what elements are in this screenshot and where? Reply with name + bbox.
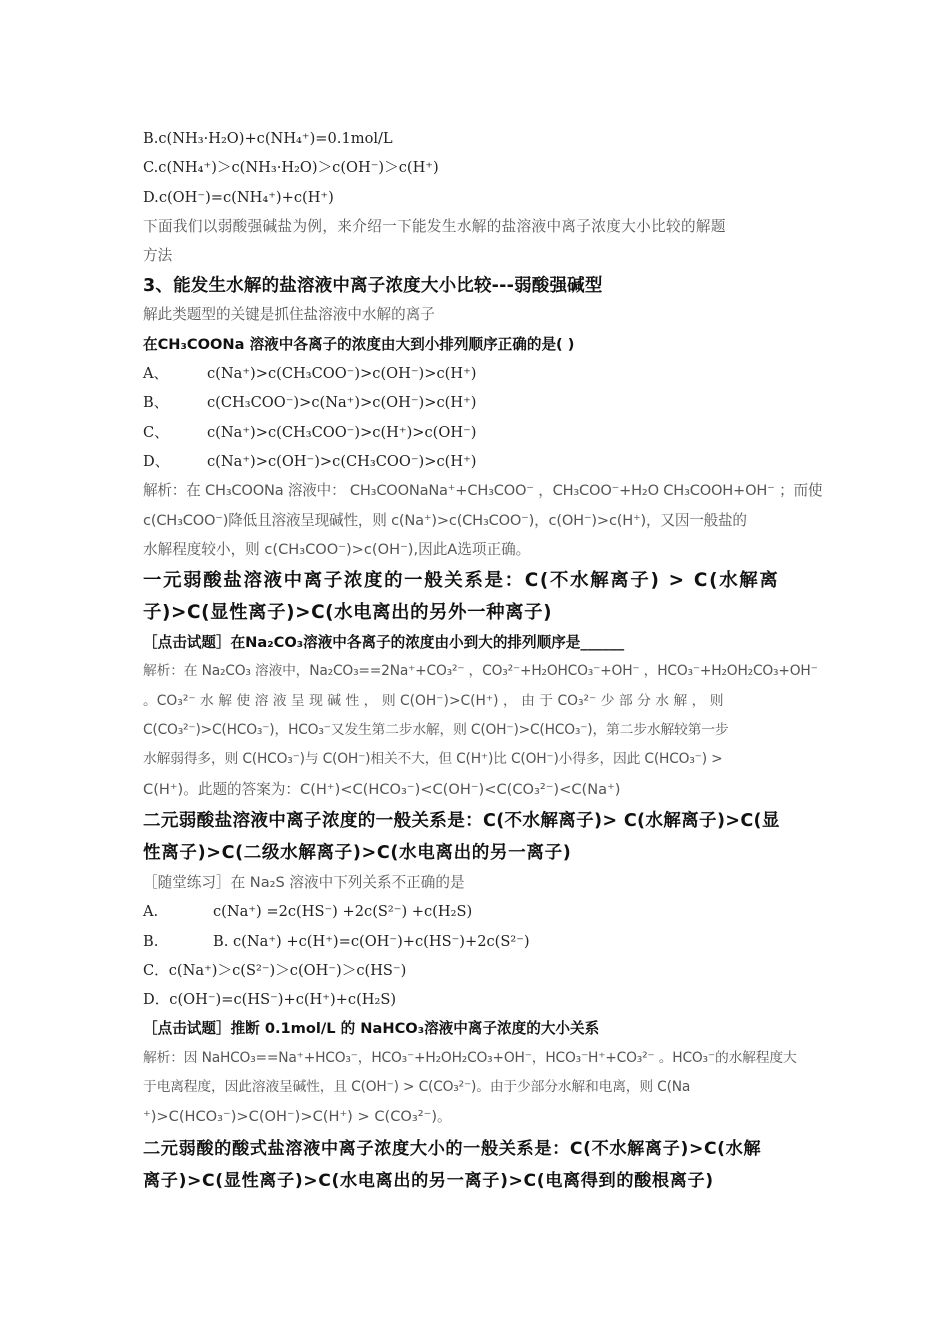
document-page [143, 124, 823, 1196]
option-b-line: B.c(NH₃·H₂O)+c(NH₄⁺)=0.1mol/L [143, 130, 393, 147]
rule-3-line-2: 离子)>C(显性离子)>C(水电离出的另一离子)>C(电离得到的酸根离子) [143, 1170, 714, 1191]
q3-option-a: A. c(Na⁺) =2c(HS⁻) +2c(S²⁻) +c(H₂S) [143, 903, 473, 921]
question-3: ［随堂练习］在 Na₂S 溶液中下列关系不正确的是 [143, 873, 465, 891]
q3-option-b: B. B. c(Na⁺) +c(H⁺)=c(OH⁻)+c(HS⁻)+2c(S²⁻) [143, 932, 530, 950]
rule-1-line-1: 一元弱酸盐溶液中离子浓度的一般关系是：C(不水解离子) > C(水解离 [143, 570, 780, 592]
intro-line-1: 下面我们以弱酸强碱盐为例，来介绍一下能发生水解的盐溶液中离子浓度大小比较的解题 [143, 217, 726, 235]
answer-4-line-1: 解析：因 NaHCO₃==Na⁺+HCO₃⁻，HCO₃⁻+H₂OH₂CO₃+OH⁻，HCO₃⁻H⁺+CO₃²⁻ 。HCO₃⁻的水解程度大 [143, 1049, 797, 1066]
answer-1-line-2: c(CH₃COO⁻)降低且溶液呈现碱性，则 c(Na⁺)>c(CH₃COO⁻)，c(OH⁻)>c(H⁺)，又因一般盐的 [143, 511, 747, 529]
section-heading-3: 3、能发生水解的盐溶液中离子浓度大小比较---弱酸强碱型 [143, 276, 603, 297]
answer-1-line-3: 水解程度较小，则 c(CH₃COO⁻)>c(OH⁻),因此A选项正确。 [143, 540, 531, 558]
answer-4-line-2: 于电离程度，因此溶液呈碱性，且 C(OH⁻) > C(CO₃²⁻)。由于少部分水解和电离，则 C(Na [143, 1079, 691, 1096]
answer-2-line-2: 。CO₃²⁻ 水 解 使 溶 液 呈 现 碱 性 ， 则 C(OH⁻)>C(H⁺) ， 由 于 CO₃²⁻ 少 部 分 水 解 ， 则 [143, 692, 724, 709]
q1-option-c: C、 c(Na⁺)>c(CH₃COO⁻)>c(H⁺)>c(OH⁻) [143, 423, 477, 441]
answer-2-line-4: 水解弱得多，则 C(HCO₃⁻)与 C(OH⁻)相关不大，但 C(H⁺)比 C(OH⁻)小得多，因此 C(HCO₃⁻) > [143, 751, 723, 768]
question-2: ［点击试题］在Na₂CO₃溶液中各离子的浓度由小到大的排列顺序是______ [143, 634, 625, 652]
option-c-line: C.c(NH₄⁺)＞c(NH₃·H₂O)＞c(OH⁻)＞c(H⁺) [143, 159, 439, 177]
option-d-line: D.c(OH⁻)=c(NH₄⁺)+c(H⁺) [143, 188, 334, 206]
rule-2-line-2: 性离子)>C(二级水解离子)>C(水电离出的另一离子) [143, 842, 572, 863]
question-4: ［点击试题］推断 0.1mol/L 的 NaHCO₃溶液中离子浓度的大小关系 [143, 1020, 600, 1038]
question-1: 在CH₃COONa 溶液中各离子的浓度由大到小排列顺序正确的是( ) [143, 335, 575, 353]
q3-option-c: C．c(Na⁺)＞c(S²⁻)＞c(OH⁻)＞c(HS⁻) [143, 961, 407, 979]
q1-option-b: B、 c(CH₃COO⁻)>c(Na⁺)>c(OH⁻)>c(H⁺) [143, 394, 477, 412]
answer-2-line-5: C(H⁺)。此题的答案为：C(H⁺)<C(HCO₃⁻)<C(OH⁻)<C(CO₃²⁻)<C(Na⁺) [143, 780, 621, 798]
answer-2-line-3: C(CO₃²⁻)>C(HCO₃⁻)，HCO₃⁻又发生第二步水解，则 C(OH⁻)>C(HCO₃⁻)，第二步水解较第一步 [143, 722, 729, 739]
rule-1-line-2: 子)>C(显性离子)>C(水电离出的另外一种离子) [143, 602, 553, 624]
answer-2-line-1: 解析：在 Na₂CO₃ 溶液中，Na₂CO₃==2Na⁺+CO₃²⁻ ，CO₃²⁻+H₂OHCO₃⁻+OH⁻ ，HCO₃⁻+H₂OH₂CO₃+OH⁻ [143, 663, 818, 680]
intro-line-2: 方法 [143, 247, 173, 265]
q1-option-a: A、 c(Na⁺)>c(CH₃COO⁻)>c(OH⁻)>c(H⁺) [143, 365, 477, 383]
answer-1-line-1: 解析：在 CH₃COONa 溶液中： CH₃COONaNa⁺+CH₃COO⁻ ，CH₃COO⁻+H₂O CH₃COOH+OH⁻ ；而使 [143, 482, 823, 500]
key-point: 解此类题型的关键是抓住盐溶液中水解的离子 [143, 306, 435, 324]
rule-2-line-1: 二元弱酸盐溶液中离子浓度的一般关系是：C(不水解离子)> C(水解离子)>C(显 [143, 810, 780, 831]
q1-option-d: D、 c(Na⁺)>c(OH⁻)>c(CH₃COO⁻)>c(H⁺) [143, 452, 477, 470]
rule-3-line-1: 二元弱酸的酸式盐溶液中离子浓度大小的一般关系是：C(不水解离子)>C(水解 [143, 1138, 762, 1159]
q3-option-d: D．c(OH⁻)=c(HS⁻)+c(H⁺)+c(H₂S) [143, 991, 397, 1009]
answer-4-line-3: ⁺)>C(HCO₃⁻)>C(OH⁻)>C(H⁺) > C(CO₃²⁻)。 [143, 1108, 452, 1126]
